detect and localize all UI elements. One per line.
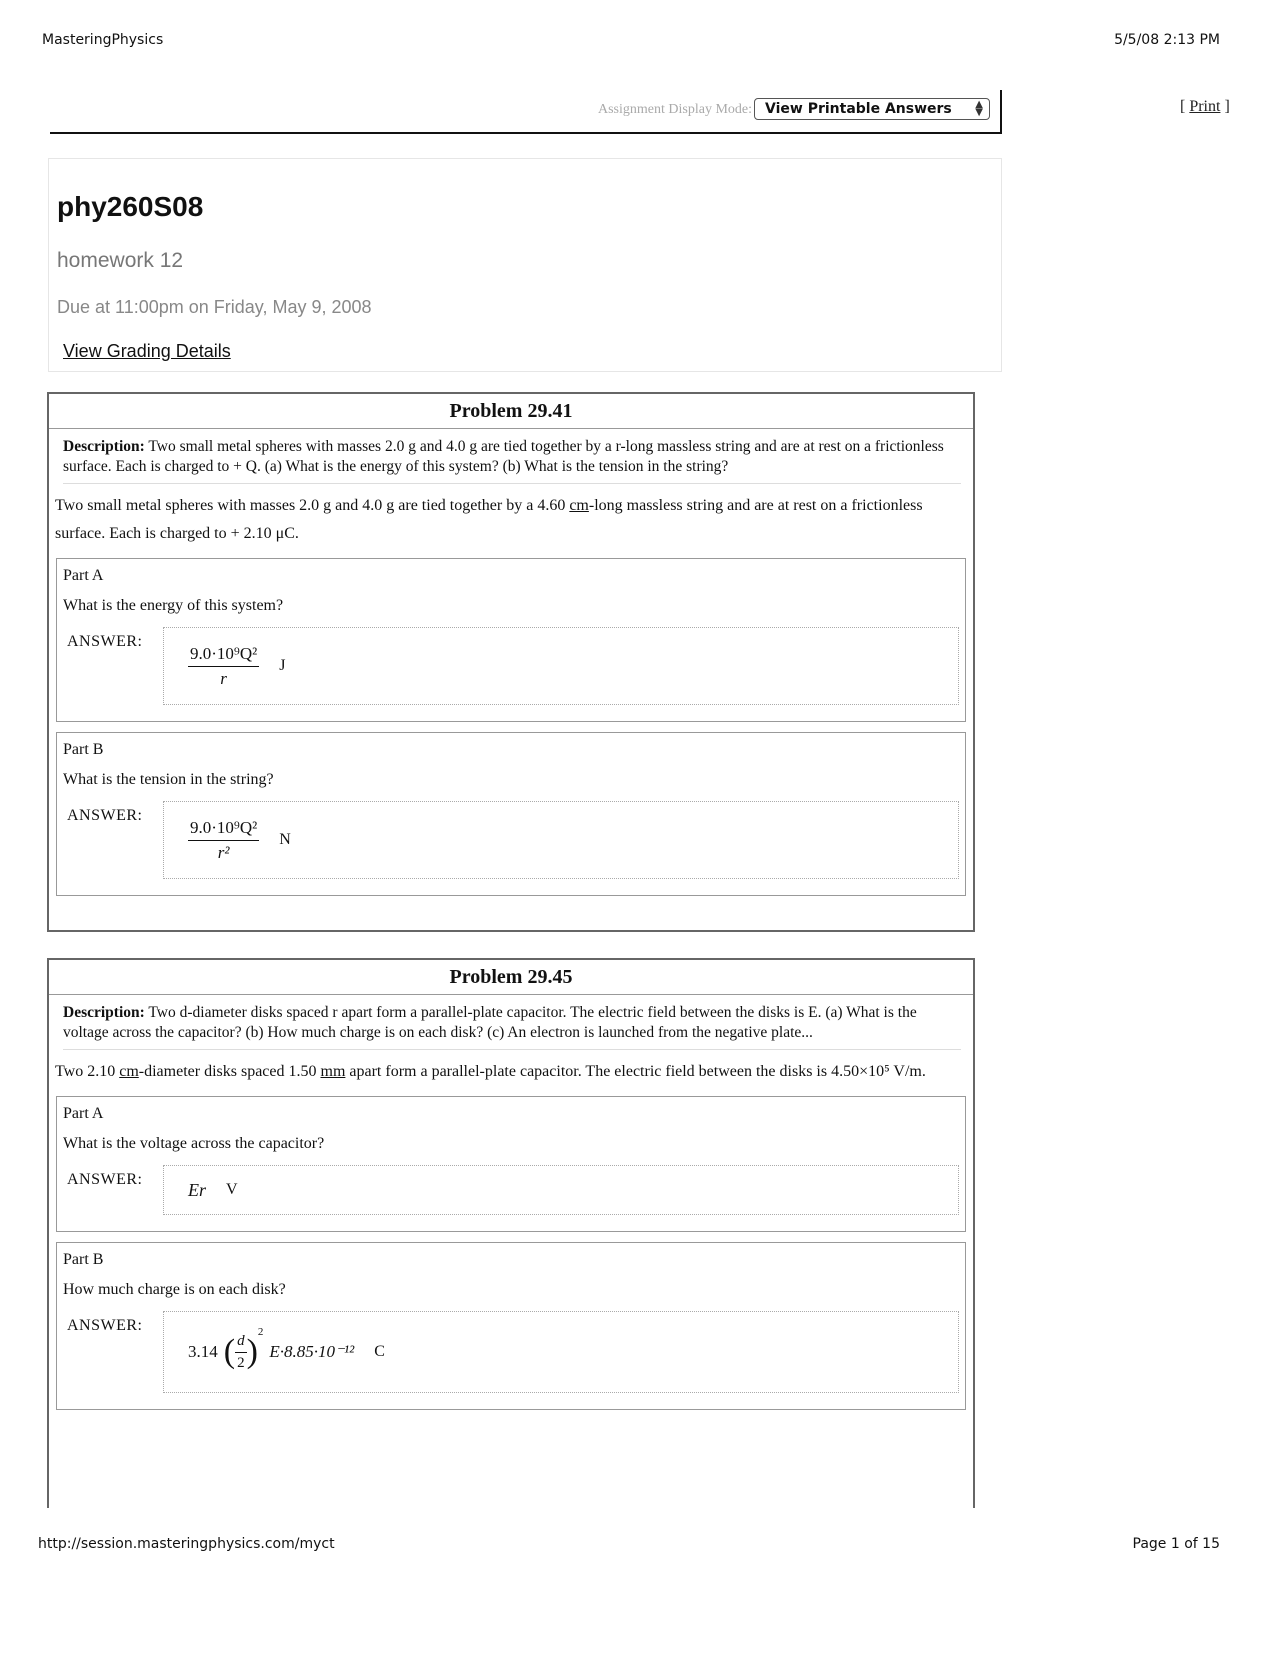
course-title: phy260S08 [57,191,204,222]
display-mode-label: Assignment Display Mode: [598,102,752,117]
right-paren-icon: ) [246,1333,258,1370]
problem-title: Problem 29.45 [49,960,973,995]
part-a [56,558,966,722]
description-label: Description: [63,438,145,455]
part-label: Part B [63,741,104,758]
fraction-numerator: 9.0·10⁹Q² [188,818,259,841]
course-info [48,158,1002,372]
part-b [56,732,966,896]
problem-intro [55,1058,963,1086]
due-date: Due at 11:00pm on Friday, May 9, 2008 [57,297,372,317]
answer-unit: V [226,1181,238,1198]
part-b [56,1242,966,1410]
answer-expression: E·8.85·10⁻¹² [269,1342,355,1361]
display-mode-select[interactable] [754,98,990,120]
answer-label: ANSWER: [67,1317,143,1334]
print-link[interactable]: Print [1189,98,1221,115]
print-footer-url: http://session.masteringphysics.com/myct [38,1536,335,1552]
answer-unit: C [374,1343,385,1360]
problem-intro [55,492,963,548]
answer-exponent: 2 [257,1326,264,1338]
answer-unit: N [279,831,291,848]
problem-description [63,437,961,484]
display-mode-toolbar [50,90,1002,134]
answer-expression: Er [188,1179,206,1200]
problem-block [47,392,975,932]
intro-unit: cm [119,1063,139,1080]
problem-title: Problem 29.41 [49,394,973,429]
intro-text: Two 2.10 [55,1063,116,1080]
homework-title: homework 12 [57,249,184,272]
problem-description [63,1003,961,1050]
print-footer-page: Page 1 of 15 [1132,1536,1220,1552]
answer-label: ANSWER: [67,633,143,650]
select-arrows-icon: ▲ ▼ [975,99,983,118]
answer-box [163,627,959,705]
print-header-datetime: 5/5/08 2:13 PM [1114,32,1220,48]
part-a [56,1096,966,1232]
intro-unit: cm [569,497,589,514]
answer-box [163,801,959,879]
answer-label: ANSWER: [67,1171,143,1188]
answer-fraction [188,644,259,689]
print-link-wrapper: [ Print ] [1180,98,1230,115]
part-question: What is the voltage across the capacitor? [63,1135,325,1152]
part-label: Part A [63,567,104,584]
intro-text: -long massless string and are at rest on a frictionless surface. Each is charged to + 2.10 μC. [55,497,923,542]
print-header-site: MasteringPhysics [42,32,164,48]
part-question: How much charge is on each disk? [63,1281,286,1298]
answer-label: ANSWER: [67,807,143,824]
part-question: What is the tension in the string? [63,771,274,788]
toolbar-divider [1000,90,1002,132]
display-mode-value: View Printable Answers [765,101,952,117]
intro-text: Two small metal spheres with masses 2.0 g and 4.0 g are tied together by a 4.60 [55,497,566,514]
part-label: Part A [63,1105,104,1122]
fraction-denominator: r² [217,842,230,862]
description-text: Two d-diameter disks spaced r apart form a parallel-plate capacitor. The electric field between the disks is E. (a) What is the voltage across the capacitor? (b) How much charge is on each disk? (c) An electron is launched from the negative plate... [63,1004,917,1041]
problem-block [47,958,975,1508]
part-question: What is the energy of this system? [63,597,284,614]
answer-unit: J [279,657,286,674]
fraction-numerator: 9.0·10⁹Q² [188,644,259,667]
answer-fraction [235,1333,247,1372]
answer-box [163,1311,959,1393]
fraction-denominator: r [220,668,227,688]
intro-text: apart form a parallel-plate capacitor. The electric field between the disks is 4.50×10⁵ V/m. [349,1063,926,1080]
answer-coefficient: 3.14 [188,1342,218,1361]
fraction-numerator: d [235,1333,247,1353]
answer-box [163,1165,959,1215]
intro-unit: mm [320,1063,346,1080]
left-paren-icon: ( [223,1333,236,1370]
fraction-denominator: 2 [237,1354,245,1371]
answer-fraction [188,818,259,863]
part-label: Part B [63,1251,104,1268]
description-label: Description: [63,1004,145,1021]
view-grading-details-link[interactable]: View Grading Details [63,341,231,361]
intro-text: -diameter disks spaced 1.50 [138,1063,317,1080]
description-text: Two small metal spheres with masses 2.0 g and 4.0 g are tied together by a r-long massless string and are at rest on a frictionless surface. Each is charged to + Q. (a) What is the energy of this system? (b) What is the tension in the string? [63,438,944,475]
